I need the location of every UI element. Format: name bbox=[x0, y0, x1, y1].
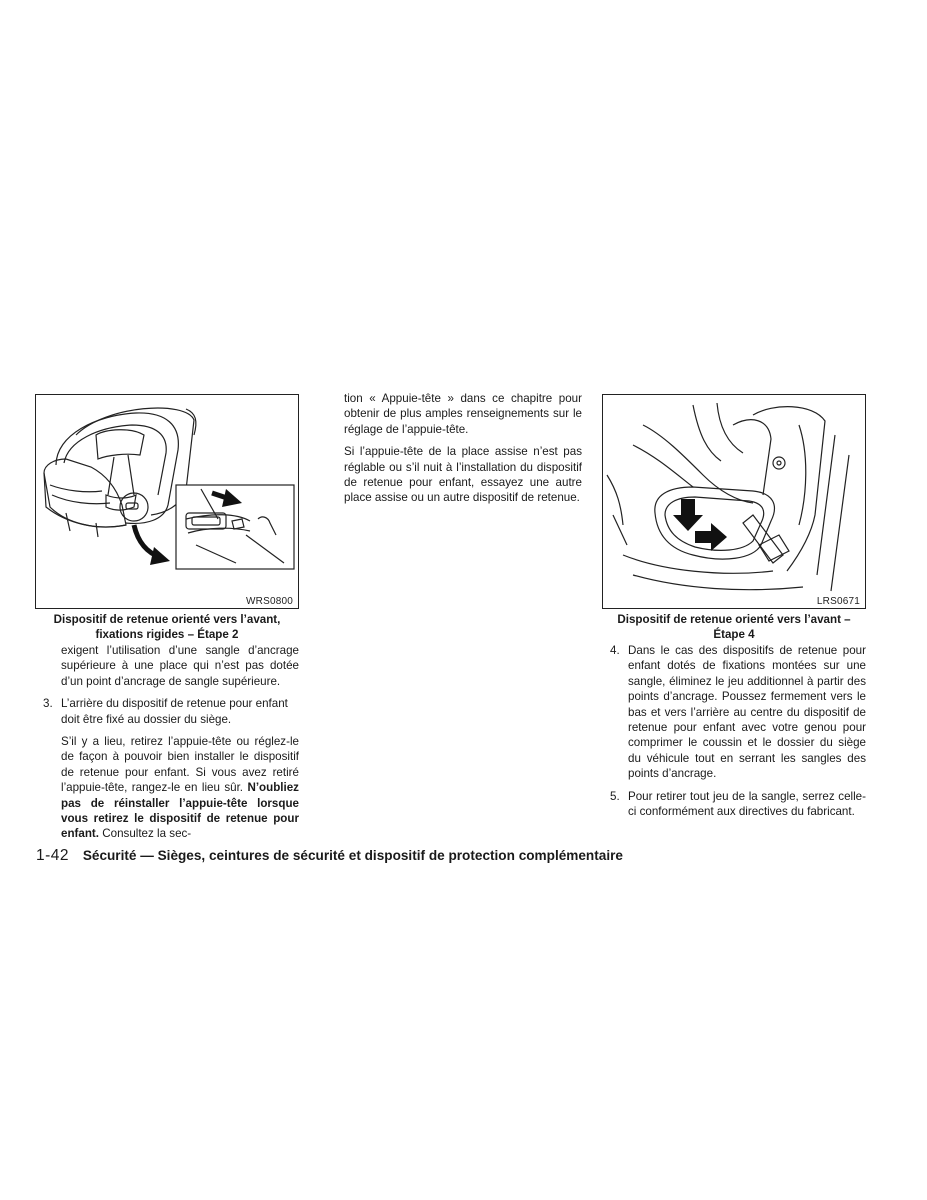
list-item-4 bbox=[602, 643, 866, 782]
paragraph bbox=[35, 734, 299, 842]
chapter-title: Sécurité — Sièges, ceintures de sécurité et dispositif de protection complémentaire bbox=[82, 848, 623, 863]
caption-line: Dispositif de retenue orienté vers l’avant – bbox=[617, 613, 851, 626]
figure-code: WRS0800 bbox=[246, 596, 293, 607]
caption-line: Dispositif de retenue orienté vers l’avant, bbox=[53, 613, 281, 626]
page-footer bbox=[36, 847, 623, 865]
figure-caption bbox=[33, 612, 301, 642]
list-number: 4. bbox=[610, 644, 620, 657]
paragraph: exigent l’utilisation d’une sangle d’ancrage supérieure à une place qui n’est pas dotée d’un point d’ancrage de sangle supérieure. bbox=[61, 644, 299, 688]
list-item-3 bbox=[35, 696, 299, 727]
list-text: L’arrière du dispositif de retenue pour enfant doit être fixé au dossier du siège. bbox=[61, 697, 288, 726]
list-number: 5. bbox=[610, 789, 620, 803]
paragraph-text: S’il y a lieu, retirez l’appuie-tête ou réglez-le de façon à pouvoir bien installer le dispositif de retenue pour enfant. Si vous avez retiré l’appuie-tête, rangez-le en lieu sûr. bbox=[61, 735, 299, 795]
paragraph-text: Consultez la sec- bbox=[102, 827, 192, 841]
figure-child-seat-latch bbox=[35, 394, 299, 609]
paragraph: tion « Appuie-tête » dans ce chapitre pour obtenir de plus amples renseignements sur le réglage de l’appuie-tête. bbox=[344, 392, 582, 436]
child-seat-knee-press-illustration-icon bbox=[603, 395, 865, 608]
figure-caption bbox=[598, 612, 870, 642]
middle-column-text bbox=[344, 391, 582, 513]
list-text: Pour retirer tout jeu de la sangle, serrez celle-ci conformément aux directives du fabricant. bbox=[628, 789, 866, 819]
child-seat-latch-illustration-icon bbox=[36, 395, 298, 608]
figure-child-seat-knee-press bbox=[602, 394, 866, 609]
figure-code: LRS0671 bbox=[816, 596, 860, 607]
caption-line: fixations rigides – Étape 2 bbox=[95, 628, 239, 641]
left-column-text bbox=[35, 643, 299, 849]
paragraph: Si l’appuie-tête de la place assise n’est pas réglable ou s’il nuit à l’installation du dispositif de retenue pour enfant, essayez une autre place assise ou un autre dispositif de retenue. bbox=[344, 445, 582, 505]
list-text: Dans le cas des dispositifs de retenue pour enfant dotés de fixations montées sur une sangle, éliminez le jeu additionnel à partir des points d’ancrage. Poussez fermement vers le bas et vers l’arrière au centre du dispositif de retenue pour enfant avec votre genou pour comprimer le coussin et le dossier du siège du véhicule tout en serrant les sangles des points d’ancrage. bbox=[628, 644, 866, 781]
list-number: 3. bbox=[43, 697, 53, 711]
list-item-5 bbox=[602, 789, 866, 820]
warning-text: N’oubliez pas de réinstaller l’appuie-tête lorsque vous retirez le dispositif de retenue pour enfant. bbox=[61, 781, 299, 841]
page-number: 1-42 bbox=[36, 847, 70, 864]
right-column-text bbox=[602, 643, 866, 826]
caption-line: Étape 4 bbox=[713, 628, 755, 641]
